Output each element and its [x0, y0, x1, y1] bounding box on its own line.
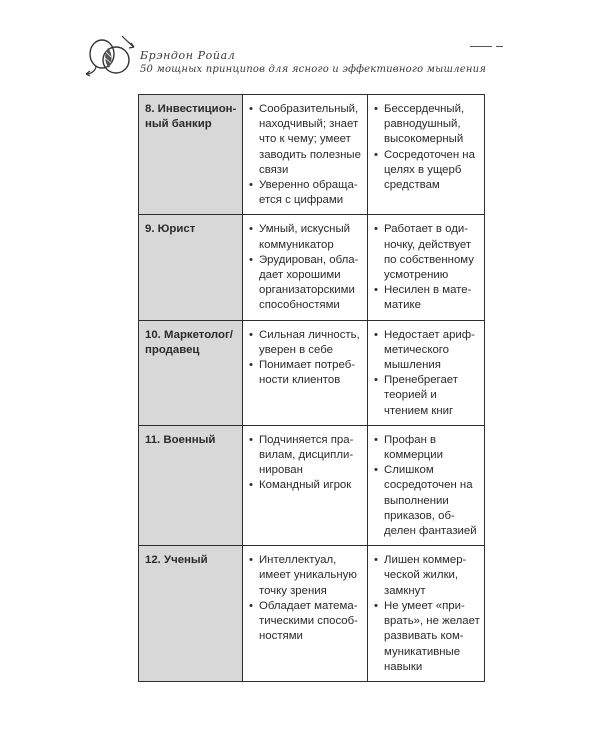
weakness-item: • Лишен коммерческой жилки, замкнут [374, 553, 480, 599]
book-logo-icon [82, 30, 142, 84]
strength-item: • Уверенно обращается с цифрами [249, 178, 363, 208]
weakness-item: • Пренебрегает теорией и чтением книг [374, 373, 480, 419]
strength-item: • Сильная личность, уверен в себе [249, 328, 363, 358]
profession-cell: 8. Инвестиционный банкир [139, 95, 243, 215]
weaknesses-cell [368, 425, 485, 545]
weakness-item: • Не умеет «приврать», не желает развивать коммуникативные навыки [374, 599, 480, 675]
strengths-cell [243, 546, 368, 682]
strength-item: • Интеллектуал, имеет уникальную точку зрения [249, 553, 363, 599]
header-author: Брэндон Ройал [140, 49, 236, 62]
weakness-item: • Работает в одиночку, действует по собственному усмотрению [374, 222, 480, 283]
weaknesses-cell [368, 546, 485, 682]
weakness-item: • Слишком сосредоточен на выполнении приказов, обделен фантазией [374, 463, 480, 539]
strengths-cell [243, 320, 368, 425]
strength-item: • Сообразительный, находчивый; знает что к чему; умеет заводить полезные связи [249, 102, 363, 178]
strengths-cell [243, 215, 368, 320]
weakness-item: • Профан в коммерции [374, 433, 480, 463]
strength-item: • Умный, искусный коммуникатор [249, 222, 363, 252]
table-row [139, 95, 485, 215]
strength-item: • Подчиняется правилам, дисциплинирован [249, 433, 363, 479]
table-row [139, 546, 485, 682]
strengths-cell [243, 95, 368, 215]
profession-cell: 9. Юрист [139, 215, 243, 320]
weaknesses-cell [368, 320, 485, 425]
header-book-title: 50 мощных принципов для ясного и эффективного мышления [140, 64, 487, 75]
strength-item: • Эрудирован, обладает хорошими организаторскими способностями [249, 253, 363, 314]
weakness-item: • Бессердечный, равнодушный, высокомерный [374, 102, 480, 148]
table-row [139, 425, 485, 545]
weaknesses-cell [368, 95, 485, 215]
weakness-item: • Несилен в математике [374, 283, 480, 313]
table-row [139, 320, 485, 425]
profession-cell: 11. Военный [139, 425, 243, 545]
weakness-item: • Сосредоточен на целях в ущерб средствам [374, 148, 480, 194]
strength-item: • Командный игрок [249, 478, 363, 493]
profession-traits-table [138, 94, 485, 682]
running-header [140, 49, 486, 77]
strengths-cell [243, 425, 368, 545]
profession-cell: 12. Ученый [139, 546, 243, 682]
weakness-item: • Недостает арифметического мышления [374, 328, 480, 374]
header-rule-long [470, 46, 492, 47]
weaknesses-cell [368, 215, 485, 320]
strength-item: • Обладает математическими способностями [249, 599, 363, 645]
table-row [139, 215, 485, 320]
strength-item: • Понимает потребности клиентов [249, 358, 363, 388]
profession-cell: 10. Маркетолог/ продавец [139, 320, 243, 425]
header-rule-short [496, 46, 503, 47]
